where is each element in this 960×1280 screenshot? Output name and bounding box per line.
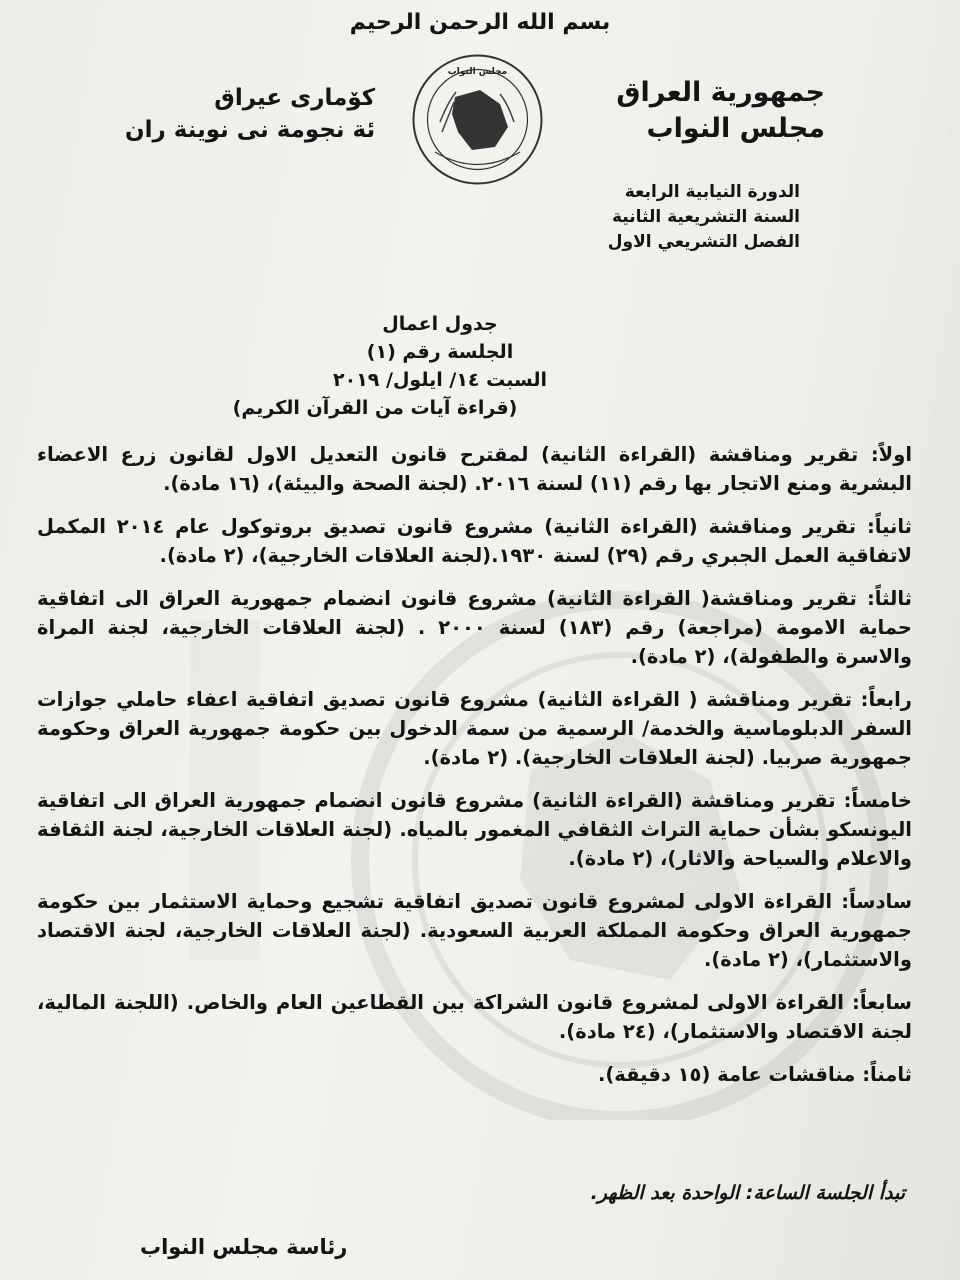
council-name-kurdish: ئة نجومة نى نوينة ران — [125, 117, 376, 143]
agenda-item — [37, 1060, 912, 1089]
item-text: القراءة الاولى لمشروع قانون الشراكة بين القطاعين العام والخاص. (اللجنة المالية، لجنة الاقتصاد والاستثمار)، (٢٤ مادة). — [37, 991, 912, 1043]
republic-name: جمهورية العراق — [616, 77, 825, 108]
agenda-heading — [0, 310, 960, 422]
republic-name-kurdish: كۆمارى عيراق — [214, 85, 376, 111]
item-label: ثانياً: — [866, 515, 912, 538]
item-label: ثالثاً: — [866, 587, 912, 610]
agenda-item — [37, 786, 912, 873]
item-label: رابعاً: — [860, 688, 912, 711]
term-line-2: السنة التشريعية الثانية — [611, 207, 800, 227]
agenda-item — [37, 512, 912, 570]
term-line-3: الفصل التشريعي الاول — [607, 232, 800, 252]
header-kurdish — [125, 82, 375, 146]
signature: رئاسة مجلس النواب — [140, 1235, 348, 1259]
parliamentary-term — [608, 180, 800, 255]
agenda-item — [37, 584, 912, 671]
item-text: القراءة الاولى لمشروع قانون تصديق اتفاقية تشجيع وحماية الاستثمار بين حكومة جمهورية العراق وحكومة المملكة العربية السعودية. (لجنة العلاقات الخارجية، لجنة الاقتصاد والاستثمار)، (٢ مادة). — [37, 890, 912, 971]
item-text: تقرير ومناقشة ( القراءة الثانية) مشروع قانون تصديق اتفاقية اعفاء حاملي جوازات السفر الدبلوماسية والخدمة/ الرسمية من سمة الدخول بين حكومة جمهورية العراق وحكومة جمهورية صربيا. (لجنة العلاقات الخارجية). (٢ مادة). — [37, 688, 912, 769]
session-number: الجلسة رقم (١) — [366, 341, 514, 363]
item-text: تقرير ومناقشة( القراءة الثانية) مشروع قانون انضمام جمهورية العراق الى اتفاقية حماية الامومة (مراجعة) رقم (١٨٣) لسنة ٢٠٠٠ . (لجنة العلاقات الخارجية، لجنة المراة والاسرة والطفولة)، (٢ مادة). — [37, 587, 912, 668]
agenda-title: جدول اعمال — [382, 313, 498, 335]
session-start-time: تبدأ الجلسة الساعة: الواحدة بعد الظهر. — [590, 1182, 905, 1204]
item-text: تقرير ومناقشة (القراءة الثانية) لمقترح قانون التعديل الاول لقانون زرع الاعضاء البشرية ومنع الاتجار بها رقم (١١) لسنة ٢٠١٦. (لجنة الصحة والبيئة)، (١٦ مادة). — [37, 443, 912, 495]
header-arabic — [616, 75, 825, 147]
quran-reading: (قراءة آيات من القرآن الكريم) — [232, 397, 518, 419]
item-text: تقرير ومناقشة (القراءة الثانية) مشروع قانون تصديق بروتوكول عام ٢٠١٤ المكمل لاتفاقية العمل الجبري رقم (٢٩) لسنة ١٩٣٠.(لجنة العلاقات الخارجية)، (٢ مادة). — [37, 515, 912, 567]
agenda-item — [37, 887, 912, 974]
parliament-seal — [410, 52, 545, 187]
agenda-items — [37, 440, 912, 1103]
term-line-1: الدورة النيابية الرابعة — [624, 182, 800, 202]
item-label: اولاً: — [870, 443, 912, 466]
seal-label: مجلس النواب — [447, 67, 508, 77]
agenda-item — [37, 988, 912, 1046]
item-label: سابعاً: — [852, 991, 912, 1014]
item-text: تقرير ومناقشة (القراءة الثانية) مشروع قانون انضمام جمهورية العراق الى اتفاقية اليونسكو بشأن حماية التراث الثقافي المغمور بالمياه. (لجنة العلاقات الخارجية، لجنة الثقافة والاعلام والسياحة والاثار)، (٢ مادة). — [37, 789, 912, 870]
agenda-item — [37, 685, 912, 772]
agenda-item — [37, 440, 912, 498]
item-label: ثامناً: — [862, 1063, 912, 1086]
item-label: سادساً: — [841, 890, 912, 913]
bismillah: بسم الله الرحمن الرحيم — [349, 10, 611, 35]
council-name: مجلس النواب — [646, 113, 825, 144]
item-label: خامساً: — [843, 789, 912, 812]
item-text: مناقشات عامة (١٥ دقيقة). — [597, 1063, 856, 1086]
session-date: السبت ١٤/ ايلول/ ٢٠١٩ — [333, 369, 547, 391]
